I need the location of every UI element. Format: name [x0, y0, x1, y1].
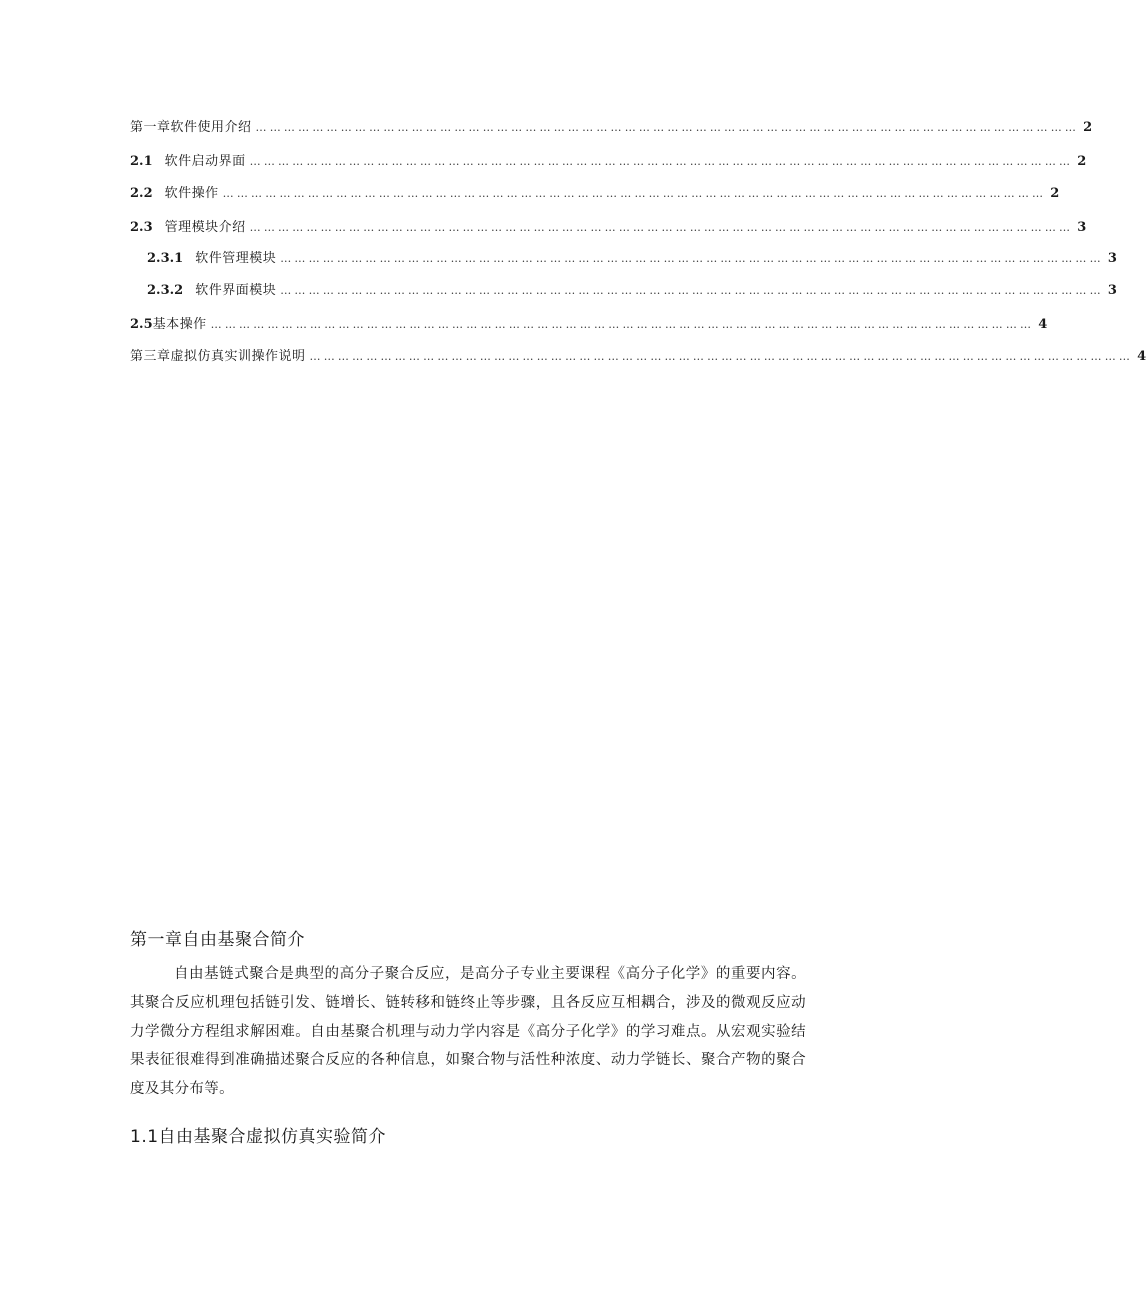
toc-leader-dots: ………………………………………………………………………………………………………………………………………………………… — [249, 155, 1074, 168]
toc-entry-title: 软件管理模块 — [195, 251, 277, 266]
toc-entry-title: 第三章虚拟仿真实训操作说明 — [130, 349, 306, 364]
toc-entry-page: 2 — [1077, 154, 1087, 169]
toc-entry-page: 3 — [1107, 251, 1117, 266]
toc-entry-page: 3 — [1077, 220, 1087, 235]
toc-leader-dots: ………………………………………………………………………………………………………………………………………………………… — [222, 187, 1047, 200]
toc-entry-page: 4 — [1137, 349, 1146, 364]
toc-entry[interactable] — [130, 343, 1146, 365]
chapter-heading: 第一章自由基聚合简介 — [130, 930, 305, 950]
toc-entry-title: 软件操作 — [164, 186, 219, 201]
toc-entry-page: 2 — [1050, 186, 1060, 201]
toc-entry-title: 第一章软件使用介绍 — [130, 120, 252, 135]
toc-entry-number: 2.1 — [130, 154, 153, 169]
toc-leader-dots: ………………………………………………………………………………………………………………………………………………………… — [255, 121, 1080, 134]
body-paragraph: 自由基链式聚合是典型的高分子聚合反应，是高分子专业主要课程《高分子化学》的重要内容。其聚合反应机理包括链引发、链增长、链转移和链终止等步骤，且各反应互相耦合，涉及的微观反应动力学微分方程组求解困难。自由基聚合机理与动力学内容是《高分子化学》的学习难点。从宏观实验结果表征很难得到准确描述聚合反应的各种信息，如聚合物与活性种浓度、动力学链长、聚合产物的聚合度及其分布等。 — [130, 966, 806, 1098]
toc-entry-title: 软件界面模块 — [195, 283, 277, 298]
toc-entry[interactable] — [130, 311, 1048, 333]
toc-entry-number: 2.3.1 — [147, 251, 184, 266]
toc-entry[interactable] — [130, 214, 1087, 236]
toc-entry-number: 2.3.2 — [147, 283, 184, 298]
toc-entry-title: 基本操作 — [152, 317, 207, 332]
section-heading: 1.1自由基聚合虚拟仿真实验简介 — [130, 1127, 387, 1147]
toc-entry-title: 管理模块介绍 — [164, 220, 246, 235]
toc-entry-page: 2 — [1083, 120, 1093, 135]
toc-entry-page: 4 — [1038, 317, 1048, 332]
toc-entry-number: 2.3 — [130, 220, 153, 235]
toc-leader-dots: ………………………………………………………………………………………………………………………………………………………… — [309, 350, 1134, 363]
toc-entry-page: 3 — [1107, 283, 1117, 298]
toc-entry[interactable] — [147, 245, 1117, 267]
toc-entry[interactable] — [130, 180, 1060, 202]
toc-leader-dots: ………………………………………………………………………………………………………………………………………………………… — [280, 284, 1104, 297]
toc-entry-number: 2.5 — [130, 317, 153, 332]
toc-entry[interactable] — [147, 277, 1117, 299]
toc-leader-dots: ………………………………………………………………………………………………………………………………………………………… — [280, 252, 1104, 265]
toc-entry[interactable] — [130, 148, 1087, 170]
toc-leader-dots: ………………………………………………………………………………………………………………………………………………………… — [210, 318, 1035, 331]
toc-leader-dots: ………………………………………………………………………………………………………………………………………………………… — [249, 221, 1074, 234]
toc-entry[interactable] — [130, 114, 1093, 136]
toc-entry-title: 软件启动界面 — [164, 154, 246, 169]
toc-entry-number: 2.2 — [130, 186, 153, 201]
